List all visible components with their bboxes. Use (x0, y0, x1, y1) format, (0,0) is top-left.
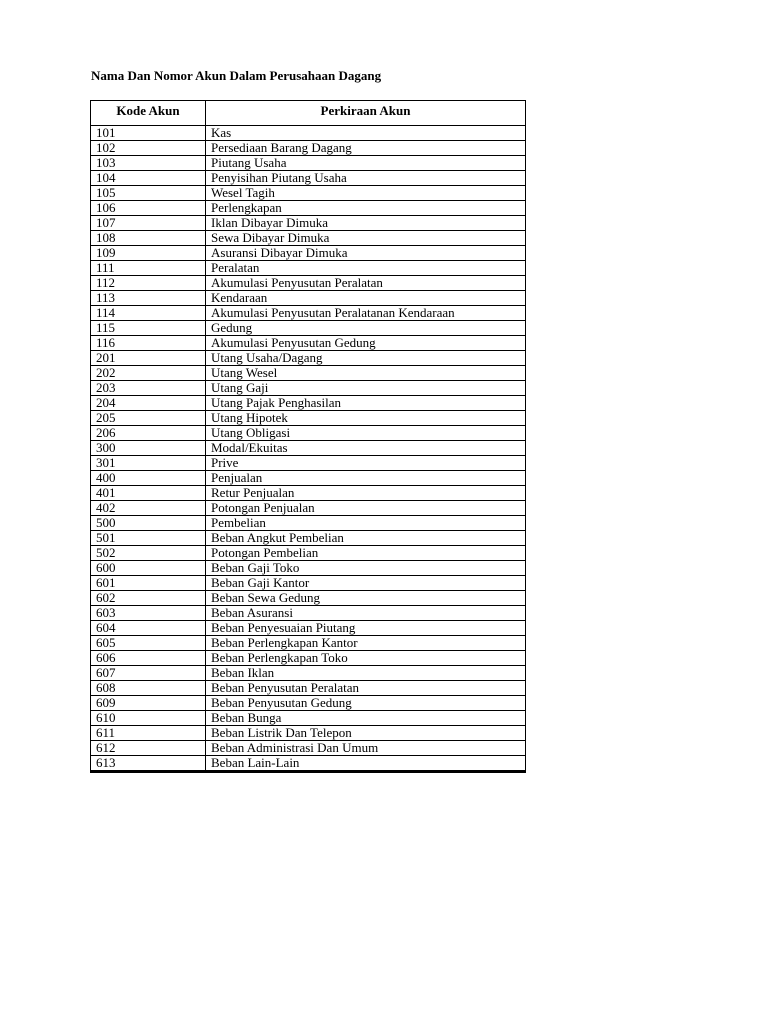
account-name-cell: Modal/Ekuitas (206, 441, 526, 456)
table-row (91, 321, 526, 336)
table-row (91, 621, 526, 636)
table-row (91, 651, 526, 666)
account-name-cell: Pembelian (206, 516, 526, 531)
table-row (91, 711, 526, 726)
account-name-cell: Utang Usaha/Dagang (206, 351, 526, 366)
account-name-cell: Beban Penyusutan Gedung (206, 696, 526, 711)
account-name-cell: Beban Lain-Lain (206, 756, 526, 772)
account-name-cell: Potongan Penjualan (206, 501, 526, 516)
table-row (91, 636, 526, 651)
table-row (91, 426, 526, 441)
account-name-cell: Beban Gaji Kantor (206, 576, 526, 591)
account-name-cell: Persediaan Barang Dagang (206, 141, 526, 156)
table-row (91, 471, 526, 486)
account-name-cell: Sewa Dibayar Dimuka (206, 231, 526, 246)
account-name-cell: Iklan Dibayar Dimuka (206, 216, 526, 231)
account-code-cell: 204 (91, 396, 206, 411)
account-name-cell: Beban Perlengkapan Toko (206, 651, 526, 666)
table-row (91, 306, 526, 321)
account-name-cell: Retur Penjualan (206, 486, 526, 501)
account-code-cell: 604 (91, 621, 206, 636)
account-code-cell: 109 (91, 246, 206, 261)
account-code-cell: 500 (91, 516, 206, 531)
account-name-cell: Beban Angkut Pembelian (206, 531, 526, 546)
account-name-cell: Beban Administrasi Dan Umum (206, 741, 526, 756)
table-row (91, 126, 526, 141)
account-code-cell: 203 (91, 381, 206, 396)
account-name-cell: Beban Bunga (206, 711, 526, 726)
table-row (91, 216, 526, 231)
table-row (91, 366, 526, 381)
table-row (91, 396, 526, 411)
table-row (91, 561, 526, 576)
account-code-cell: 106 (91, 201, 206, 216)
table-row (91, 246, 526, 261)
account-name-cell: Beban Listrik Dan Telepon (206, 726, 526, 741)
table-row (91, 336, 526, 351)
account-name-cell: Beban Asuransi (206, 606, 526, 621)
table-row (91, 486, 526, 501)
table-row (91, 576, 526, 591)
account-code-cell: 103 (91, 156, 206, 171)
account-name-cell: Asuransi Dibayar Dimuka (206, 246, 526, 261)
account-name-cell: Utang Hipotek (206, 411, 526, 426)
table-row (91, 681, 526, 696)
account-name-cell: Prive (206, 456, 526, 471)
account-code-cell: 502 (91, 546, 206, 561)
table-row (91, 756, 526, 772)
account-code-cell: 112 (91, 276, 206, 291)
account-name-cell: Akumulasi Penyusutan Peralatan (206, 276, 526, 291)
account-code-cell: 609 (91, 696, 206, 711)
table-body (91, 126, 526, 772)
account-code-cell: 111 (91, 261, 206, 276)
account-code-cell: 114 (91, 306, 206, 321)
table-row (91, 381, 526, 396)
account-name-cell: Beban Perlengkapan Kantor (206, 636, 526, 651)
account-name-cell: Peralatan (206, 261, 526, 276)
account-code-cell: 205 (91, 411, 206, 426)
account-name-cell: Potongan Pembelian (206, 546, 526, 561)
account-code-cell: 612 (91, 741, 206, 756)
account-code-cell: 108 (91, 231, 206, 246)
column-header-kode-akun: Kode Akun (91, 101, 206, 126)
account-name-cell: Utang Wesel (206, 366, 526, 381)
account-code-cell: 610 (91, 711, 206, 726)
account-code-cell: 101 (91, 126, 206, 141)
account-code-cell: 400 (91, 471, 206, 486)
account-table (90, 100, 526, 773)
column-header-perkiraan-akun: Perkiraan Akun (206, 101, 526, 126)
account-code-cell: 115 (91, 321, 206, 336)
account-code-cell: 300 (91, 441, 206, 456)
account-name-cell: Penjualan (206, 471, 526, 486)
table-row (91, 261, 526, 276)
table-row (91, 171, 526, 186)
account-name-cell: Beban Iklan (206, 666, 526, 681)
table-row (91, 201, 526, 216)
account-name-cell: Beban Penyusutan Peralatan (206, 681, 526, 696)
account-name-cell: Wesel Tagih (206, 186, 526, 201)
account-name-cell: Akumulasi Penyusutan Peralatanan Kendaraan (206, 306, 526, 321)
account-code-cell: 116 (91, 336, 206, 351)
account-code-cell: 206 (91, 426, 206, 441)
table-row (91, 411, 526, 426)
account-code-cell: 113 (91, 291, 206, 306)
account-code-cell: 608 (91, 681, 206, 696)
account-code-cell: 606 (91, 651, 206, 666)
account-name-cell: Penyisihan Piutang Usaha (206, 171, 526, 186)
account-name-cell: Akumulasi Penyusutan Gedung (206, 336, 526, 351)
account-code-cell: 607 (91, 666, 206, 681)
account-name-cell: Gedung (206, 321, 526, 336)
account-code-cell: 301 (91, 456, 206, 471)
account-name-cell: Utang Gaji (206, 381, 526, 396)
account-code-cell: 605 (91, 636, 206, 651)
table-row (91, 351, 526, 366)
account-code-cell: 402 (91, 501, 206, 516)
account-code-cell: 107 (91, 216, 206, 231)
table-row (91, 291, 526, 306)
account-code-cell: 104 (91, 171, 206, 186)
account-name-cell: Utang Pajak Penghasilan (206, 396, 526, 411)
table-row (91, 441, 526, 456)
table-row (91, 501, 526, 516)
table-row (91, 606, 526, 621)
account-code-cell: 601 (91, 576, 206, 591)
account-code-cell: 202 (91, 366, 206, 381)
table-row (91, 516, 526, 531)
account-code-cell: 105 (91, 186, 206, 201)
table-row (91, 591, 526, 606)
account-code-cell: 611 (91, 726, 206, 741)
account-name-cell: Beban Gaji Toko (206, 561, 526, 576)
table-row (91, 531, 526, 546)
table-row (91, 276, 526, 291)
table-header-row (91, 101, 526, 126)
account-name-cell: Beban Penyesuaian Piutang (206, 621, 526, 636)
account-code-cell: 501 (91, 531, 206, 546)
table-row (91, 231, 526, 246)
account-code-cell: 602 (91, 591, 206, 606)
table-row (91, 696, 526, 711)
table-row (91, 726, 526, 741)
account-name-cell: Perlengkapan (206, 201, 526, 216)
document-title: Nama Dan Nomor Akun Dalam Perusahaan Dagang (91, 68, 382, 83)
account-name-cell: Utang Obligasi (206, 426, 526, 441)
table-row (91, 156, 526, 171)
table-row (91, 666, 526, 681)
account-code-cell: 600 (91, 561, 206, 576)
account-code-cell: 201 (91, 351, 206, 366)
account-code-cell: 613 (91, 756, 206, 772)
account-name-cell: Kendaraan (206, 291, 526, 306)
account-code-cell: 102 (91, 141, 206, 156)
table-row (91, 741, 526, 756)
table-row (91, 186, 526, 201)
account-name-cell: Kas (206, 126, 526, 141)
account-code-cell: 401 (91, 486, 206, 501)
account-name-cell: Beban Sewa Gedung (206, 591, 526, 606)
table-row (91, 456, 526, 471)
account-name-cell: Piutang Usaha (206, 156, 526, 171)
table-row (91, 546, 526, 561)
account-code-cell: 603 (91, 606, 206, 621)
table-row (91, 141, 526, 156)
